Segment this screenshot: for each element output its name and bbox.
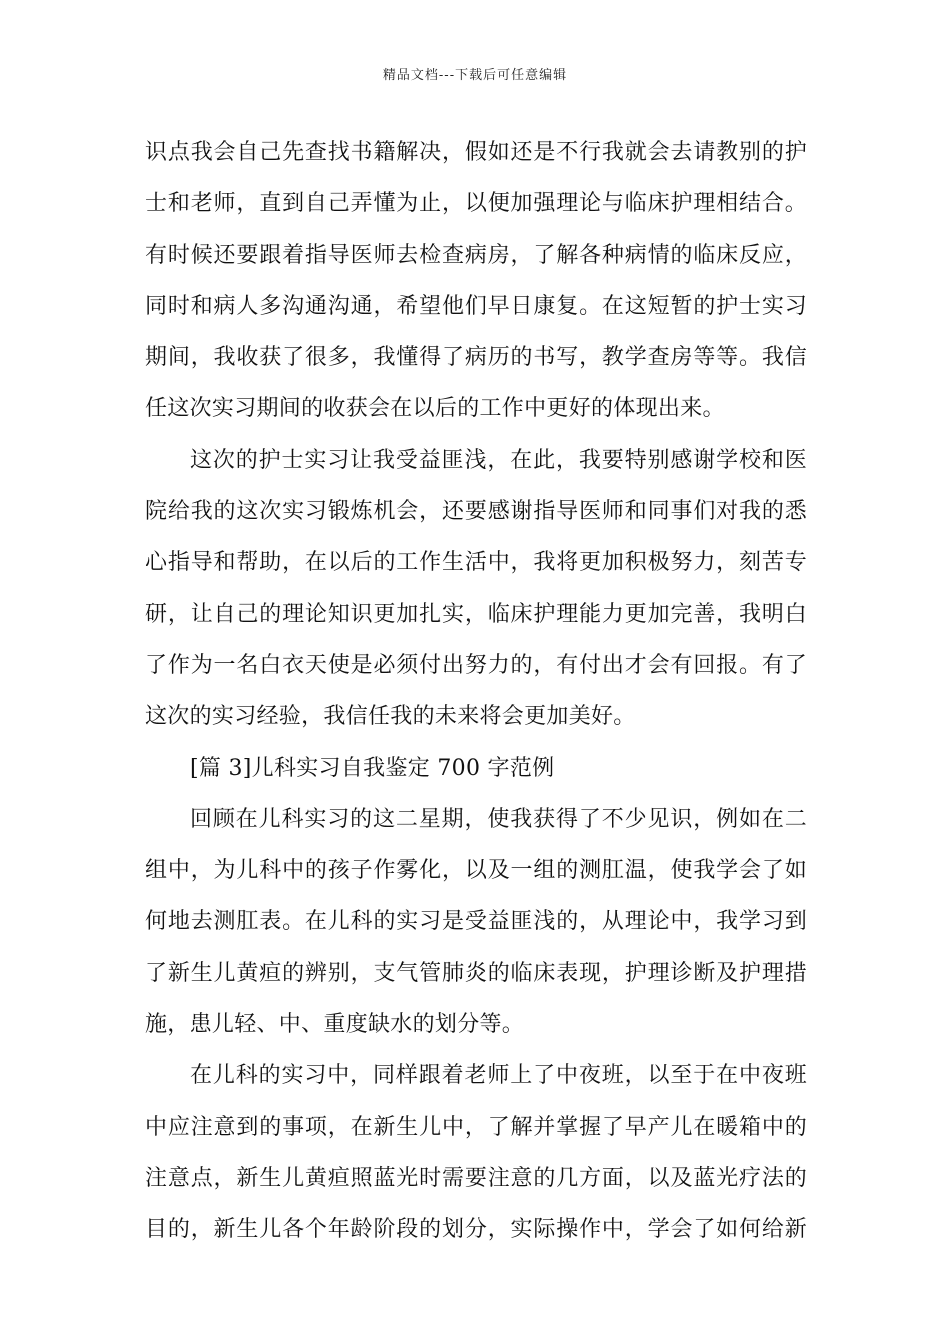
text-line: 院给我的这次实习锻炼机会，还要感谢指导医师和同事们对我的悉	[145, 499, 807, 525]
text-line: 回顾在儿科实习的这二星期，使我获得了不少见识，例如在二	[190, 806, 807, 832]
text-line: 何地去测肛表。在儿科的实习是受益匪浅的，从理论中，我学习到	[145, 909, 807, 935]
text-line: 施，患儿轻、中、重度缺水的划分等。	[145, 1012, 525, 1038]
text-line: 了作为一名白衣天使是必须付出努力的，有付出才会有回报。有了	[145, 652, 807, 678]
text-line: 同时和病人多沟通沟通，希望他们早日康复。在这短暂的护士实习	[145, 293, 807, 319]
text-line: 心指导和帮助，在以后的工作生活中，我将更加积极努力，刻苦专	[145, 550, 807, 576]
text-line: 这次的实习经验，我信任我的未来将会更加美好。	[145, 704, 636, 730]
text-line: 任这次实习期间的收获会在以后的工作中更好的体现出来。	[145, 396, 725, 422]
text-line: 研，让自己的理论知识更加扎实，临床护理能力更加完善，我明白	[145, 601, 807, 627]
text-line: 中应注意到的事项，在新生儿中，了解并掌握了早产儿在暖箱中的	[145, 1114, 807, 1140]
text-line: 期间，我收获了很多，我懂得了病历的书写，教学查房等等。我信	[145, 345, 807, 371]
text-line: 有时候还要跟着指导医师去检查病房，了解各种病情的临床反应，	[145, 242, 807, 268]
text-line: [篇 3]儿科实习自我鉴定 700 字范例	[190, 755, 555, 781]
text-line: 在儿科的实习中，同样跟着老师上了中夜班，以至于在中夜班	[190, 1063, 807, 1089]
page-header: 精品文档---下载后可任意编辑	[382, 68, 568, 83]
text-line: 这次的护士实习让我受益匪浅，在此，我要特别感谢学校和医	[190, 447, 807, 473]
text-line: 目的，新生儿各个年龄阶段的划分，实际操作中，学会了如何给新	[145, 1217, 807, 1243]
text-line: 识点我会自己先查找书籍解决，假如还是不行我就会去请教别的护	[145, 140, 807, 165]
text-line: 注意点，新生儿黄疸照蓝光时需要注意的几方面，以及蓝光疗法的	[145, 1165, 807, 1191]
text-line: 士和老师，直到自己弄懂为止，以便加强理论与临床护理相结合。	[145, 191, 807, 217]
document-body	[145, 127, 807, 1256]
text-line: 组中，为儿科中的孩子作雾化，以及一组的测肛温，使我学会了如	[145, 858, 807, 884]
text-line: 了新生儿黄疸的辨别，支气管肺炎的临床表现，护理诊断及护理措	[145, 960, 807, 986]
